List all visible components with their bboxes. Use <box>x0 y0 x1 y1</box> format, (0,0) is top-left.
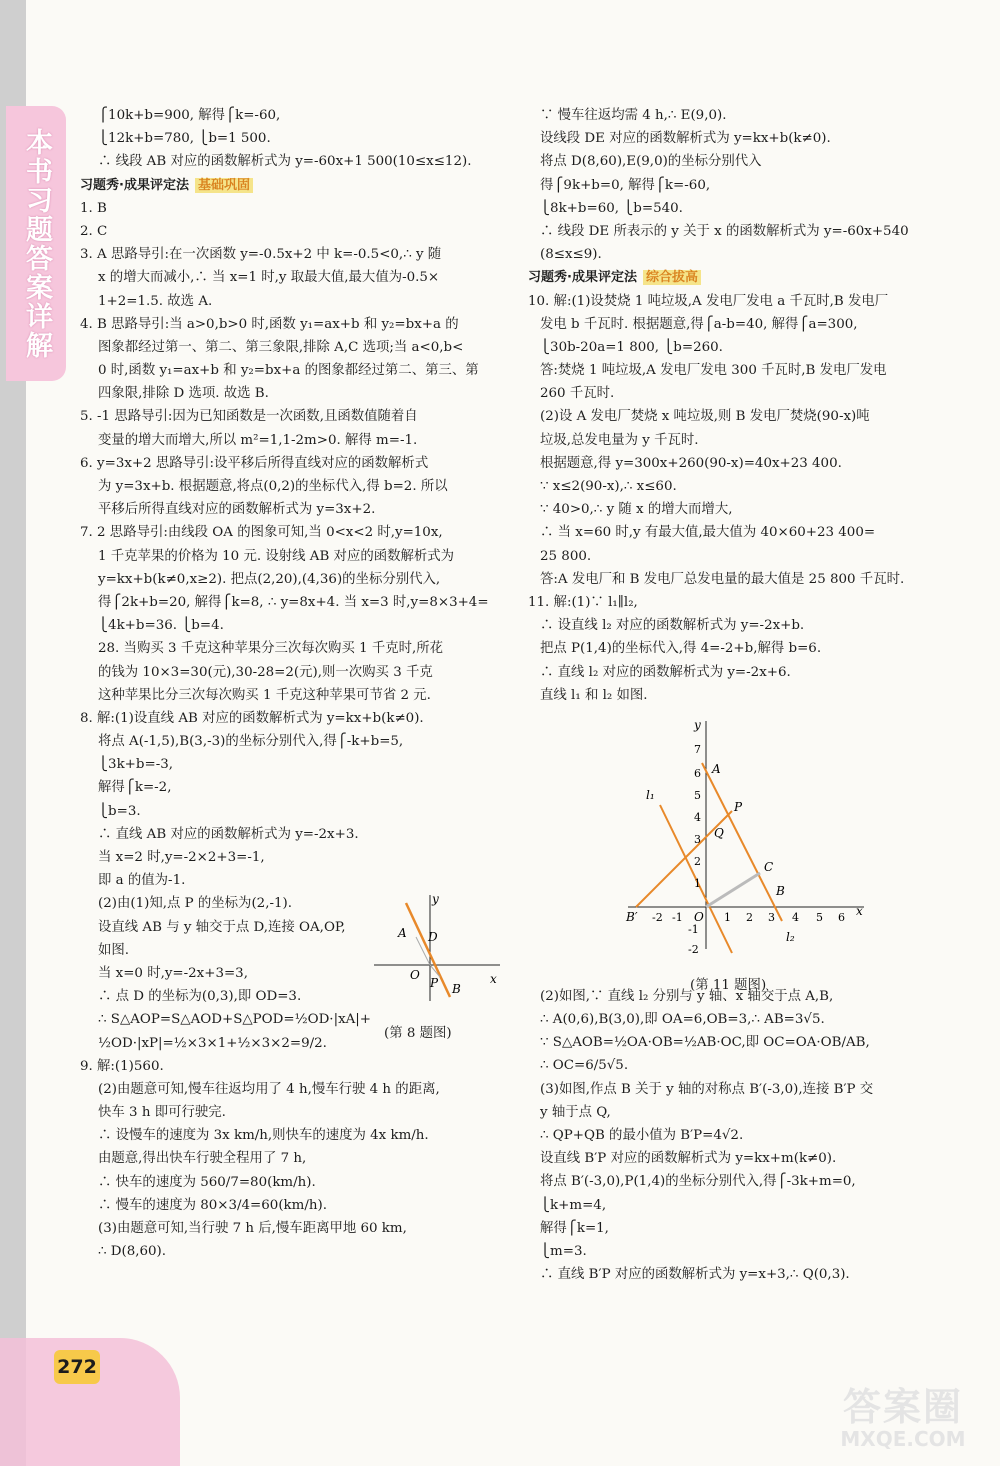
fig8-a-label: A <box>398 926 407 940</box>
text-line: 发电 b 千瓦时. 根据题意,得⎧a-b=40, 解得⎧a=300, <box>540 316 858 332</box>
watermark-line-2: MXQE.COM <box>840 1427 966 1451</box>
text-line: 11. 解:(1)∵ l₁∥l₂, <box>528 594 638 610</box>
fig11-l1-label: l₁ <box>646 788 655 802</box>
text-line: 1+2=1.5. 故选 A. <box>98 293 213 309</box>
text-line: ∵ 慢车往返均需 4 h,∴ E(9,0). <box>540 108 727 123</box>
fig8-x-label: x <box>490 972 497 986</box>
text-line: 2. C <box>80 223 108 239</box>
text-line: ∵ 40>0,∴ y 随 x 的增大而增大, <box>540 502 733 518</box>
text-line: 8. 解:(1)设直线 AB 对应的函数解析式为 y=kx+b(k≠0). <box>80 710 424 726</box>
text-line: ⎩b=3. <box>98 803 141 819</box>
fig11-l2-label: l₂ <box>786 930 795 944</box>
x-tick-label: 6 <box>838 911 845 924</box>
text-line: 25 800. <box>540 548 592 564</box>
text-line: 7. 2 思路导引:由线段 OA 的图象可知,当 0<x<2 时,y=10x, <box>80 525 443 541</box>
text-line: (3)由题意可知,当行驶 7 h 后,慢车距离甲地 60 km, <box>98 1221 407 1236</box>
y-tick-label: 6 <box>694 767 701 780</box>
text-line: ∴ 当 x=60 时,y 有最大值,最大值为 40×60+23 400= <box>540 525 876 541</box>
section-title: 习题秀·成果评定法 <box>528 270 637 286</box>
line-ab <box>406 903 450 997</box>
segment-oc <box>706 873 760 907</box>
text-line: ∴ 点 D 的坐标为(0,3),即 OD=3. <box>98 989 302 1005</box>
text-line: ∴ 直线 AB 对应的函数解析式为 y=-2x+3. <box>98 826 359 842</box>
text-line: ∴ 线段 AB 对应的函数解析式为 y=-60x+1 500(10≤x≤12). <box>98 154 472 170</box>
text-line: ∴ D(8,60). <box>98 1244 167 1260</box>
text-line: 将点 B′(-3,0),P(1,4)的坐标分别代入,得⎧-3k+m=0, <box>540 1174 856 1190</box>
fig8-b-label: B <box>452 982 461 996</box>
text-line: ∴ 快车的速度为 560/7=80(km/h). <box>98 1174 316 1190</box>
text-line: ⎩k+m=4, <box>540 1197 607 1213</box>
fig11-c-label: C <box>764 860 774 874</box>
text-line: 四象限,排除 D 选项. 故选 B. <box>98 386 269 402</box>
text-line: ∴ 设慢车的速度为 3x km/h,则快车的速度为 4x km/h. <box>98 1128 429 1144</box>
text-line: ½OD·|xP|=½×3×1+½×3×2=9/2. <box>98 1035 327 1051</box>
side-tab-label: 本书习题答案详解 <box>21 127 52 360</box>
x-tick-label: 5 <box>816 911 823 924</box>
text-line: 28. 当购买 3 千克这种苹果分三次每次购买 1 千克时,所花 <box>98 641 444 657</box>
text-line: ⎧10k+b=900, 解得⎧k=-60, <box>98 108 281 123</box>
text-line: y 轴于点 Q, <box>540 1104 611 1120</box>
text-line: 垃圾,总发电量为 y 千瓦时. <box>540 432 699 448</box>
fig11-q-label: Q <box>714 826 724 840</box>
text-line: ⎩3k+b=-3, <box>98 757 173 773</box>
text-line: (2)由(1)知,点 P 的坐标为(2,-1). <box>98 896 292 912</box>
fig11-y-label: y <box>694 718 701 732</box>
y-tick-label: 3 <box>694 833 701 846</box>
text-line: ∴ S△AOP=S△AOD+S△POD=½OD·|xA|+ <box>98 1012 372 1028</box>
x-tick-label: -2 <box>652 911 663 924</box>
site-watermark <box>818 1386 988 1458</box>
text-line: 将点 D(8,60),E(9,0)的坐标分别代入 <box>540 154 762 170</box>
text-line: ∴ A(0,6),B(3,0),即 OA=6,OB=3,∴ AB=3√5. <box>540 1012 825 1028</box>
text-line: 如图. <box>98 942 130 958</box>
text-line: ⎩m=3. <box>540 1243 587 1259</box>
book-side-tab <box>6 106 66 381</box>
section-badge: 综合拔高 <box>643 270 701 285</box>
text-line: 把点 P(1,4)的坐标代入,得 4=-2+b,解得 b=6. <box>540 641 822 657</box>
x-tick-label: 1 <box>724 911 731 924</box>
text-line: 将点 A(-1,5),B(3,-3)的坐标分别代入,得⎧-k+b=5, <box>98 734 404 750</box>
y-tick-label: 4 <box>694 811 701 824</box>
text-line: ∴ 慢车的速度为 80×3/4=60(km/h). <box>98 1197 327 1213</box>
text-line: ∴ 设直线 l₂ 对应的函数解析式为 y=-2x+b. <box>540 618 805 634</box>
text-line: ⎩8k+b=60, ⎩b=540. <box>540 200 683 216</box>
text-line: 图象都经过第一、第二、第三象限,排除 A,C 选项;当 a<0,b< <box>98 339 464 355</box>
page-number: 272 <box>54 1350 100 1384</box>
text-line: 答:焚烧 1 吨垃圾,A 发电厂发电 300 千瓦时,B 发电厂发电 <box>540 363 887 379</box>
text-line: ⎩4k+b=36. ⎩b=4. <box>98 618 224 634</box>
figure-11-diagram <box>620 715 870 955</box>
text-line: 设线段 DE 对应的函数解析式为 y=kx+b(k≠0). <box>540 131 831 147</box>
text-line: ∵ x≤2(90-x),∴ x≤60. <box>540 479 677 494</box>
y-tick-label: -1 <box>688 923 699 936</box>
text-line: 即 a 的值为-1. <box>98 873 186 889</box>
text-line: 6. y=3x+2 思路导引:设平移后所得直线对应的函数解析式 <box>80 455 429 471</box>
x-tick-label: 4 <box>792 911 799 924</box>
text-line: 得⎧9k+b=0, 解得⎧k=-60, <box>540 177 711 193</box>
fig11-b-prime-label: B′ <box>626 910 638 924</box>
text-line: 解得⎧k=1, <box>540 1220 609 1236</box>
text-line: 平移后所得直线对应的函数解析式为 y=3x+2. <box>98 502 376 518</box>
text-line: y=kx+b(k≠0,x≥2). 把点(2,20),(4,36)的坐标分别代入, <box>98 571 441 587</box>
line-l2 <box>702 763 782 921</box>
text-line: ∴ 直线 l₂ 对应的函数解析式为 y=-2x+6. <box>540 664 791 680</box>
text-line: (2)由题意可知,慢车往返均用了 4 h,慢车行驶 4 h 的距离, <box>98 1081 440 1097</box>
fig8-d-label: D <box>428 930 438 944</box>
text-line: ⎩30b-20a=1 800, ⎩b=260. <box>540 339 723 355</box>
text-line: (8≤x≤9). <box>540 247 602 263</box>
text-line: ∴ 直线 B′P 对应的函数解析式为 y=x+3,∴ Q(0,3). <box>540 1267 850 1283</box>
text-line: 260 千瓦时. <box>540 386 615 402</box>
text-line: 10. 解:(1)设焚烧 1 吨垃圾,A 发电厂发电 a 千瓦时,B 发电厂 <box>528 293 889 309</box>
section-heading <box>80 174 500 197</box>
text-line: 这种苹果比分三次每次购买 1 千克这种苹果可节省 2 元. <box>98 687 431 703</box>
y-tick-label: 5 <box>694 789 701 802</box>
figure-11-caption: (第 11 题图) <box>690 978 767 993</box>
text-line: 快车 3 h 即可行驶完. <box>98 1105 226 1121</box>
y-tick-label: 7 <box>694 743 701 756</box>
text-line: 当 x=0 时,y=-2x+3=3, <box>98 965 248 981</box>
text-line: (3)如图,作点 B 关于 y 轴的对称点 B′(-3,0),连接 B′P 交 <box>540 1081 874 1097</box>
fig11-o-label: O <box>694 910 704 924</box>
fig8-o-label: O <box>410 968 420 982</box>
section-badge: 基础巩固 <box>195 178 253 193</box>
text-line: 的钱为 10×3=30(元),30-28=2(元),则一次购买 3 千克 <box>98 664 433 680</box>
text-line: x 的增大而减小,∴ 当 x=1 时,y 取最大值,最大值为-0.5× <box>98 270 440 286</box>
y-tick-label: -2 <box>688 943 699 955</box>
y-tick-label: 1 <box>694 877 701 890</box>
text-line: 当 x=2 时,y=-2×2+3=-1, <box>98 850 265 865</box>
x-tick-label: 2 <box>746 911 753 924</box>
text-line: 1 千克苹果的价格为 10 元. 设射线 AB 对应的函数解析式为 <box>98 548 455 564</box>
x-tick-label: -1 <box>672 911 683 924</box>
text-line: 1. B <box>80 200 107 216</box>
text-line: 设直线 B′P 对应的函数解析式为 y=kx+m(k≠0). <box>540 1151 837 1167</box>
text-line: 9. 解:(1)560. <box>80 1058 164 1074</box>
text-line: (2)如图,∵ 直线 l₂ 分别与 y 轴、x 轴交于点 A,B, <box>540 988 834 1004</box>
text-line: 设直线 AB 与 y 轴交于点 D,连接 OA,OP, <box>98 919 346 935</box>
fig11-p-label: P <box>734 800 743 814</box>
text-line: ∵ S△AOB=½OA·OB=½AB·OC,即 OC=OA·OB/AB, <box>540 1035 870 1051</box>
text-line: 根据题意,得 y=300x+260(90-x)=40x+23 400. <box>540 455 842 471</box>
text-line: 得⎧2k+b=20, 解得⎧k=8, ∴ y=8x+4. 当 x=3 时,y=8×3+4= <box>98 594 489 610</box>
text-line: 变量的增大而增大,所以 m²=1,1-2m>0. 解得 m=-1. <box>98 432 418 448</box>
text-line: ∴ QP+QB 的最小值为 B′P=4√2. <box>540 1128 744 1143</box>
fig8-p-label: P <box>430 976 439 990</box>
text-line: 为 y=3x+b. 根据题意,将点(0,2)的坐标代入,得 b=2. 所以 <box>98 479 448 494</box>
fig11-a-label: A <box>712 762 721 776</box>
x-tick-label: 3 <box>768 911 775 924</box>
text-line: (2)设 A 发电厂焚烧 x 吨垃圾,则 B 发电厂焚烧(90-x)吨 <box>540 409 870 425</box>
text-line: 5. -1 思路导引:因为已知函数是一次函数,且函数值随着自 <box>80 409 418 425</box>
text-line: ∴ OC=6/5√5. <box>540 1058 629 1074</box>
watermark-line-1: 答案圈 <box>842 1385 963 1429</box>
text-line: 答:A 发电厂和 B 发电厂总发电量的最大值是 25 800 千瓦时. <box>540 571 905 587</box>
text-line: 0 时,函数 y₁=ax+b 和 y₂=bx+a 的图象都经过第二、第三、第 <box>98 363 479 379</box>
text-line: 直线 l₁ 和 l₂ 如图. <box>540 687 648 703</box>
right-column <box>528 104 948 1286</box>
figure-8-caption: (第 8 题图) <box>384 1026 452 1041</box>
section-heading <box>528 266 948 289</box>
text-line: 解得⎧k=-2, <box>98 780 172 796</box>
fig11-x-label: x <box>856 904 863 918</box>
fig11-b-label: B <box>776 884 785 898</box>
text-line: 4. B 思路导引:当 a>0,b>0 时,函数 y₁=ax+b 和 y₂=bx+a 的 <box>80 316 459 332</box>
fig8-y-label: y <box>432 893 439 906</box>
y-tick-label: 2 <box>694 855 701 868</box>
text-line: 由题意,得出快车行驶全程用了 7 h, <box>98 1151 307 1167</box>
left-column <box>80 104 500 1263</box>
text-line: ∴ 线段 DE 所表示的 y 关于 x 的函数解析式为 y=-60x+540 <box>540 223 909 239</box>
figure-8-diagram <box>372 893 502 1003</box>
text-line: ⎩12k+b=780, ⎩b=1 500. <box>98 131 271 147</box>
section-title: 习题秀·成果评定法 <box>80 177 189 193</box>
text-line: 3. A 思路导引:在一次函数 y=-0.5x+2 中 k=-0.5<0,∴ y 随 <box>80 247 442 263</box>
